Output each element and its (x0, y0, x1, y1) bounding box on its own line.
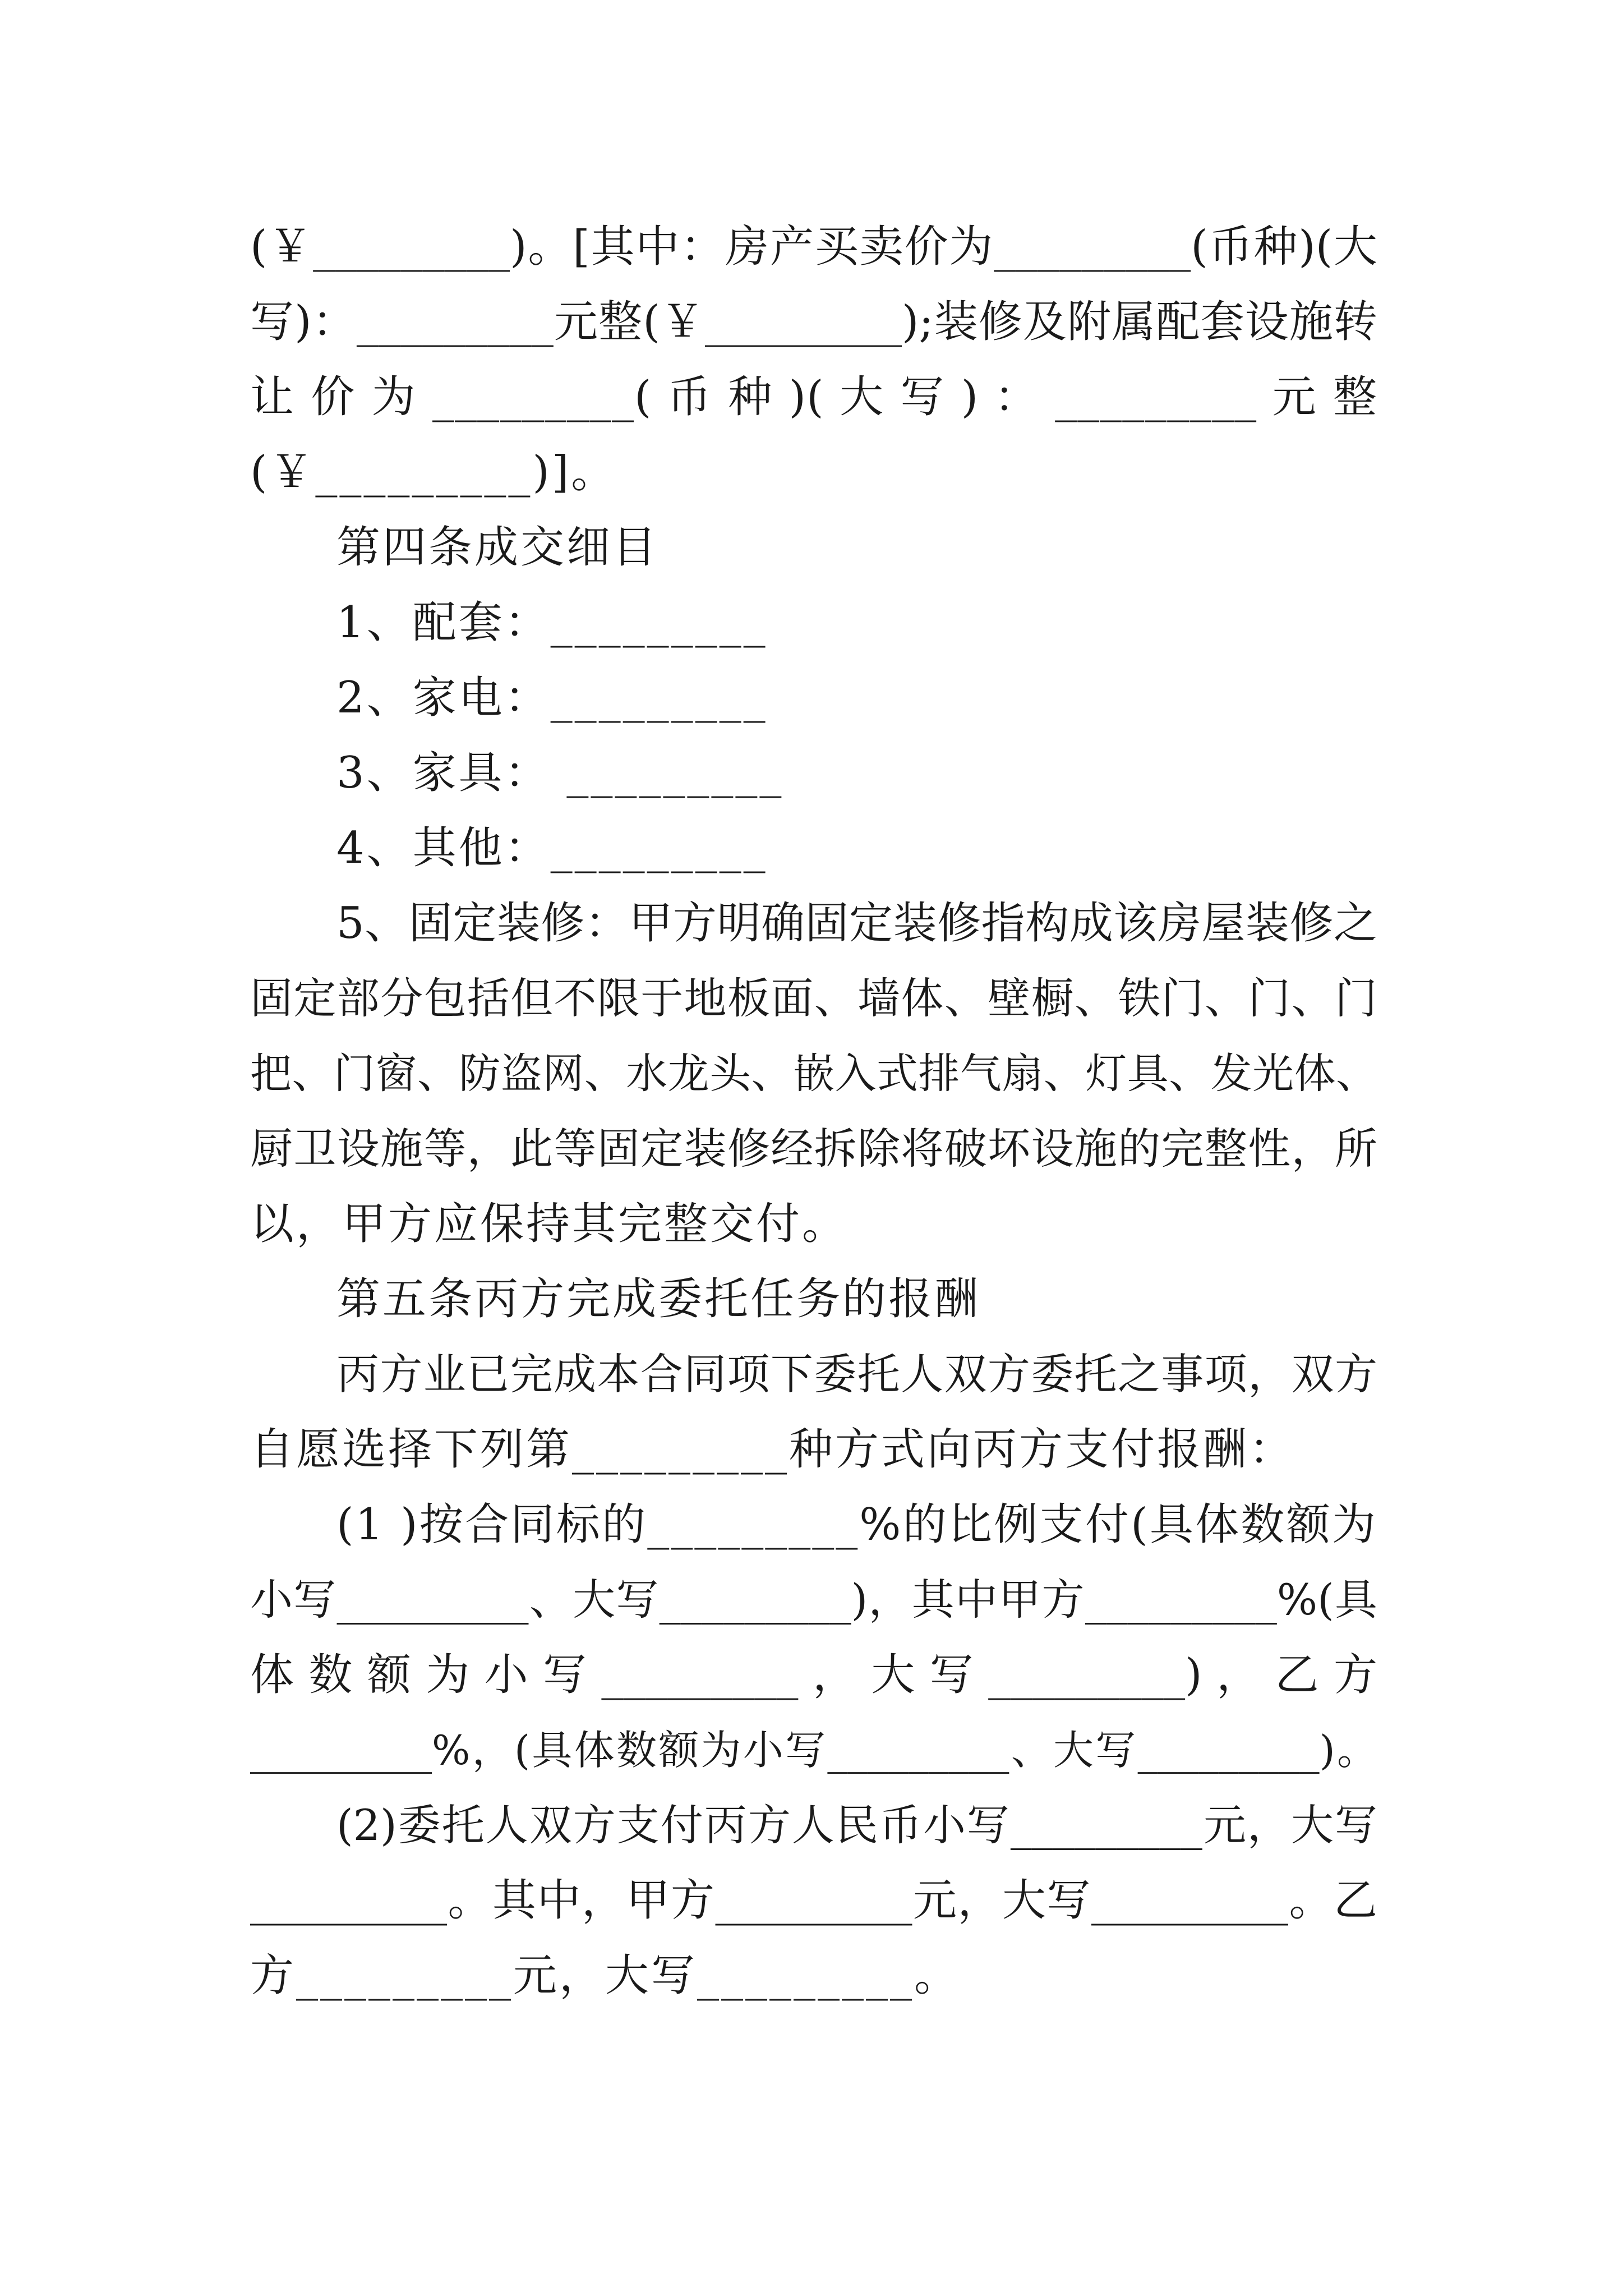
text-line: 以，甲方应保持其完整交付。 (250, 1199, 849, 1249)
text-line: (￥_________)]。 (250, 447, 617, 498)
text-line: 让 价 为 _________( 币 种 )( 大 写 ) ： _________ 元 整 (250, 372, 1377, 422)
list-item: 3、家具： _________ (336, 748, 784, 798)
text-line: 固定部分包括但不限于地板面、墙体、壁橱、铁门、门、门 (250, 973, 1377, 1023)
text-line: 厨卫设施等，此等固定装修经拆除将破坏设施的完整性，所 (250, 1124, 1377, 1174)
text-line: _________。其中，甲方_________元，大写_________。乙 (250, 1875, 1377, 1926)
list-item: 1、配套：_________ (336, 597, 768, 648)
text-line: 小写_________、大写_________)，其中甲方_________%(具 (250, 1575, 1377, 1625)
text-line: 写)：_________元整(￥_________);装修及附属配套设施转 (250, 297, 1377, 347)
text-line: 方_________元，大写_________。 (250, 1950, 961, 2001)
text-line: 自愿选择下列第_________种方式向丙方支付报酬： (250, 1424, 1295, 1475)
section-heading: 第四条成交细目 (336, 522, 659, 573)
text-line: 体 数 额 为 小 写 _________ ， 大 写 _________) ， 乙 方 (250, 1650, 1377, 1700)
text-line: 丙方业已完成本合同项下委托人双方委托之事项，双方 (336, 1349, 1377, 1399)
text-line: (1 )按合同标的_________%的比例支付(具体数额为 (336, 1499, 1377, 1550)
text-line: (2)委托人双方支付丙方人民币小写_________元，大写 (336, 1800, 1377, 1850)
text-line: (￥_________)。[其中：房产买卖价为_________(币种)(大 (250, 222, 1377, 272)
list-item: 4、其他：_________ (336, 823, 768, 873)
section-heading: 第五条丙方完成委托任务的报酬 (336, 1274, 981, 1324)
text-line: _________%，(具体数额为小写_________、大写_________)。 (250, 1727, 1377, 1774)
list-item: 2、家电：_________ (336, 673, 768, 723)
list-item: 5、固定装修：甲方明确固定装修指构成该房屋装修之 (336, 898, 1377, 949)
text-line: 把、门窗、防盗网、水龙头、嵌入式排气扇、灯具、发光体、 (250, 1050, 1377, 1098)
